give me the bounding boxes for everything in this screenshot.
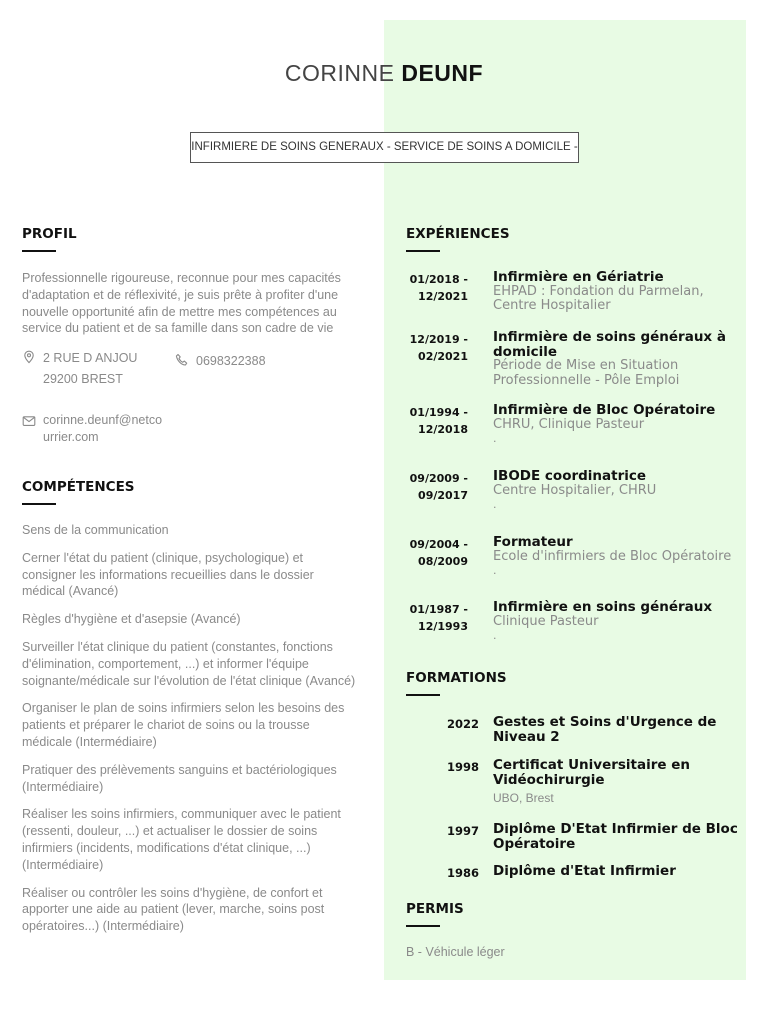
experience-org: Ecole d'infirmiers de Bloc Opératoire bbox=[493, 548, 732, 564]
experience-org: Centre Hospitalier, CHRU bbox=[493, 482, 657, 498]
formation-place: UBO, Brest bbox=[493, 791, 554, 805]
skill-item: Réaliser les soins infirmiers, communiquer avec le patient (ressenti, douleur, ...) et actualiser le dossier de soins infirmiers (incidents, modifications d'état clinique, ...) (Intermédiaire) bbox=[22, 807, 341, 872]
formation-year: 2022 bbox=[446, 717, 479, 731]
experience-end: 12/2021 bbox=[418, 289, 468, 303]
skill-item: Sens de la communication bbox=[22, 523, 169, 537]
experience-role: Infirmière de Bloc Opératoire bbox=[493, 402, 716, 418]
experience-dates bbox=[406, 272, 468, 305]
phone-number: 0698322388 bbox=[196, 354, 266, 368]
address-line-1: 2 RUE D ANJOU bbox=[43, 351, 138, 365]
skill-item: Pratiquer des prélèvements sanguins et bactériologiques (Intermédiaire) bbox=[22, 762, 337, 794]
experience-role: Infirmière en soins généraux bbox=[493, 599, 713, 615]
formation-year: 1986 bbox=[446, 866, 479, 880]
experience-start: 09/2009 - bbox=[409, 472, 468, 485]
first-name: CORINNE bbox=[284, 60, 395, 86]
experience-start: 01/2018 - bbox=[409, 273, 468, 286]
profil-text: Professionnelle rigoureuse, reconnue pour mes capacités d'adaptation et de réflexivité, je suis prête à profiter d'une nouvelle opportunité afin de mettre mes compétences au service du patient et de sa famille dans son cadre de vie bbox=[22, 271, 341, 336]
formations-heading-underline bbox=[406, 694, 440, 696]
experience-role: Infirmière de soins généraux à domicile bbox=[493, 329, 726, 360]
experience-dot: . bbox=[493, 629, 497, 642]
experience-org: Période de Mise en Situation Professionnelle - Pôle Emploi bbox=[493, 358, 680, 388]
experience-dot: . bbox=[493, 432, 497, 445]
skill-item: Organiser le plan de soins infirmiers selon les besoins des patients et préparer le chariot de soins ou la trousse médicale (Intermédiaire) bbox=[22, 701, 345, 749]
permis-heading-underline bbox=[406, 925, 440, 927]
formation-degree: Gestes et Soins d'Urgence de Niveau 2 bbox=[493, 714, 717, 745]
profil-heading: PROFIL bbox=[22, 226, 77, 242]
email-line-1: corinne.deunf@netco bbox=[43, 413, 163, 427]
formation-degree: Diplôme d'Etat Infirmier bbox=[493, 863, 676, 879]
experience-role: Formateur bbox=[493, 534, 573, 550]
formations-heading: FORMATIONS bbox=[406, 670, 507, 686]
candidate-name bbox=[0, 60, 768, 87]
experience-start: 12/2019 - bbox=[409, 333, 468, 346]
address bbox=[22, 348, 172, 392]
experience-org: EHPAD : Fondation du Parmelan, Centre Hospitalier bbox=[493, 283, 704, 313]
experience-start: 01/1987 - bbox=[409, 603, 468, 616]
experience-end: 08/2009 bbox=[418, 554, 468, 568]
skill-item: Surveiller l'état clinique du patient (constantes, fonctions d'élimination, comportement, ...) et informer l'équipe soignante/médicale sur l'évolution de l'état clinique (Avancé) bbox=[22, 639, 356, 688]
experience-dates bbox=[406, 332, 468, 365]
phone bbox=[175, 351, 325, 373]
profil-heading-underline bbox=[22, 250, 56, 252]
email-line-2: urrier.com bbox=[43, 430, 99, 444]
permis-heading: PERMIS bbox=[406, 901, 464, 917]
experience-role: IBODE coordinatrice bbox=[493, 468, 647, 484]
experiences-heading-underline bbox=[406, 250, 440, 252]
experience-dates bbox=[406, 405, 468, 438]
experience-org: Clinique Pasteur bbox=[493, 613, 599, 629]
experience-dates bbox=[406, 537, 468, 570]
formation-year: 1997 bbox=[446, 824, 479, 838]
skills-list bbox=[22, 522, 356, 946]
permis-value: B - Véhicule léger bbox=[406, 945, 505, 959]
experience-dates bbox=[406, 602, 468, 635]
experience-start: 01/1994 - bbox=[409, 406, 468, 419]
job-title-box: INFIRMIERE DE SOINS GENERAUX - SERVICE DE SOINS A DOMICILE - bbox=[190, 132, 579, 163]
location-pin-icon bbox=[22, 350, 36, 364]
experience-end: 09/2017 bbox=[418, 488, 468, 502]
address-line-2: 29200 BREST bbox=[43, 372, 123, 386]
experience-dot: . bbox=[493, 498, 497, 511]
experience-start: 09/2004 - bbox=[409, 538, 468, 551]
competences-heading: COMPÉTENCES bbox=[22, 479, 135, 495]
experience-end: 12/2018 bbox=[418, 422, 468, 436]
mail-icon bbox=[22, 414, 36, 428]
phone-icon bbox=[175, 353, 189, 367]
experience-end: 02/2021 bbox=[418, 349, 468, 363]
experience-org: CHRU, Clinique Pasteur bbox=[493, 416, 645, 432]
experience-dates bbox=[406, 471, 468, 504]
experiences-heading: EXPÉRIENCES bbox=[406, 226, 510, 242]
formation-degree: Certificat Universitaire en Vidéochirurgie bbox=[493, 757, 691, 788]
last-name: DEUNF bbox=[401, 60, 484, 86]
experience-dot: . bbox=[493, 564, 497, 577]
skill-item: Cerner l'état du patient (clinique, psychologique) et consigner les informations recueillies dans le dossier médical (Avancé) bbox=[22, 550, 314, 599]
skill-item: Réaliser ou contrôler les soins d'hygiène, de confort et apporter une aide au patient (lever, marche, soins post opératoires...) (Intermédiaire) bbox=[22, 885, 325, 934]
competences-heading-underline bbox=[22, 503, 56, 505]
formation-year: 1998 bbox=[446, 760, 479, 774]
experience-role: Infirmière en Gériatrie bbox=[493, 269, 664, 285]
formation-degree: Diplôme D'Etat Infirmier de Bloc Opératoire bbox=[493, 821, 738, 852]
email bbox=[22, 412, 192, 448]
experience-end: 12/1993 bbox=[418, 619, 468, 633]
skill-item: Règles d'hygiène et d'asepsie (Avancé) bbox=[22, 612, 241, 627]
